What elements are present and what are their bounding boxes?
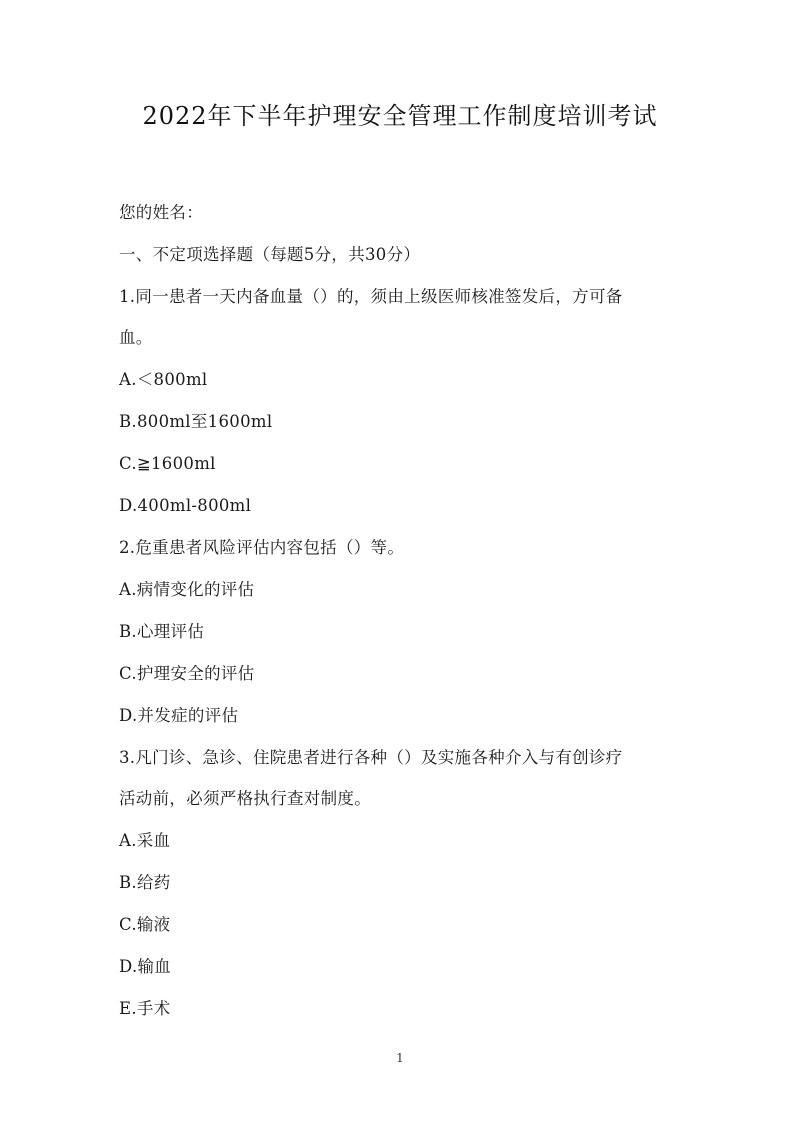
question-1-option-a: A.＜800ml [119,370,208,389]
question-1-option-c: C.≧1600ml [119,454,216,473]
section-heading: 一、不定项选择题（每题5分，共30分） [119,245,421,264]
question-2-stem: 2.危重患者风险评估内容包括（）等。 [119,538,405,557]
question-1-option-d: D.400ml-800ml [119,496,252,515]
page-number: 1 [396,1051,404,1065]
question-2-option-c: C.护理安全的评估 [119,664,255,683]
question-1-stem: 1.同一患者一天内备血量（）的，须由上级医师核准签发后，方可备 [119,287,623,306]
question-3-option-d: D.输血 [119,957,172,976]
question-1-stem-cont: 血。 [119,328,153,347]
page-title: 2022年下半年护理安全管理工作制度培训考试 [142,102,658,130]
question-3-stem: 3.凡门诊、急诊、住院患者进行各种（）及实施各种介入与有创诊疗 [119,748,623,767]
name-prompt: 您的姓名： [119,203,203,222]
question-3-option-e: E.手术 [119,999,171,1018]
question-2-option-a: A.病情变化的评估 [119,580,255,599]
question-3-option-b: B.给药 [119,873,171,892]
question-3-option-a: A.采血 [119,831,171,850]
question-3-stem-cont: 活动前，必须严格执行查对制度。 [119,789,371,808]
question-2-option-d: D.并发症的评估 [119,706,239,725]
question-1-option-b: B.800ml至1600ml [119,412,273,431]
question-3-option-c: C.输液 [119,915,171,934]
question-2-option-b: B.心理评估 [119,622,205,641]
